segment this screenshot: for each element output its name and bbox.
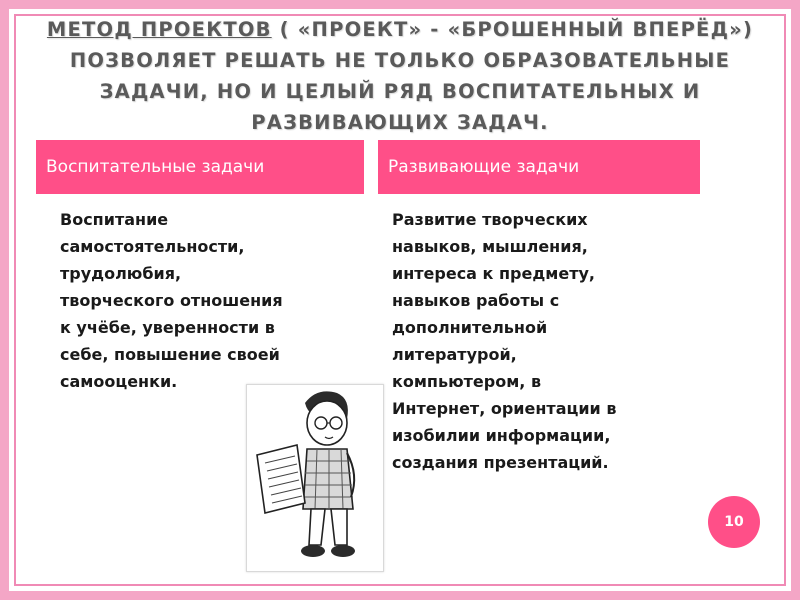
header-developmental-tasks (378, 140, 700, 194)
header-developmental-tasks-label: Развивающие задачи (388, 157, 580, 177)
title-underlined-part: МЕТОД ПРОЕКТОВ (46, 18, 272, 41)
page-number: 10 (724, 514, 744, 530)
title-rest: ( «ПРОЕКТ» - «БРОШЕННЫЙ ВПЕРЁД») ПОЗВОЛЯЕТ РЕШАТЬ НЕ ТОЛЬКО ОБРАЗОВАТЕЛЬНЫЕ ЗАДАЧИ, НО И ЦЕЛЫЙ РЯД ВОСПИТАТЕЛЬНЫХ И РАЗВИВАЮЩИХ ЗАДАЧ. (69, 18, 754, 134)
boy-reading-newspaper-illustration (246, 384, 384, 572)
slide-title (40, 14, 760, 138)
header-educational-tasks (36, 140, 364, 194)
header-educational-tasks-label: Воспитательные задачи (46, 157, 265, 177)
developmental-tasks-text: Развитие творческих навыков, мышления, интереса к предмету, навыков работы с дополнительной литературой, компьютером, в Интернет, ориентации в изобилии информации, создания презентаций. (392, 210, 617, 472)
page-number-badge (708, 496, 760, 548)
educational-tasks-text: Воспитание самостоятельности, трудолюбия, творческого отношения к учёбе, уверенности в себе, повышение своей самооценки. (60, 210, 283, 391)
